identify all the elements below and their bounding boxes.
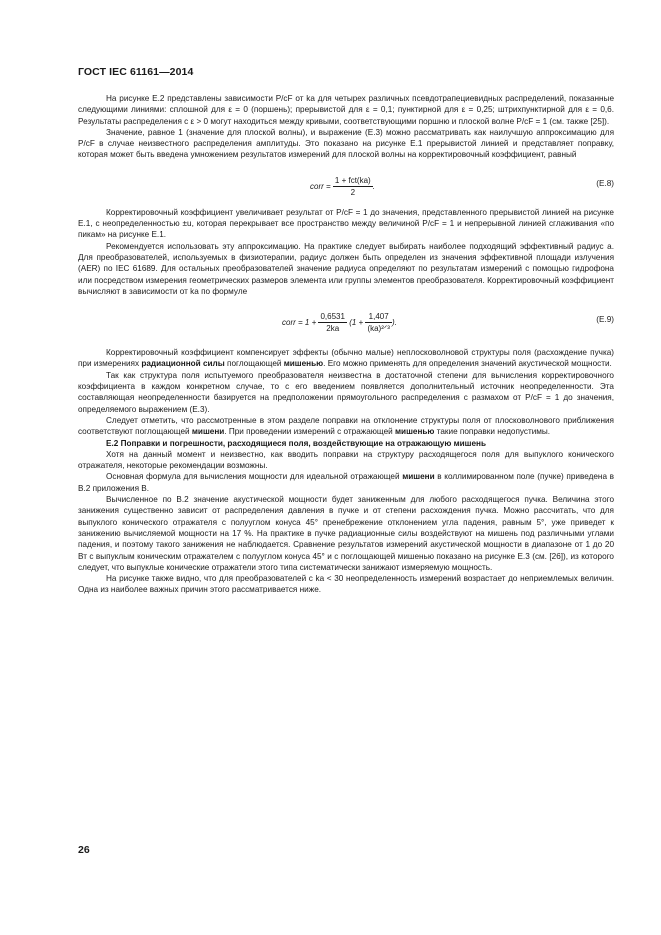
formula-expression <box>282 311 397 335</box>
formula-tail: . <box>372 181 375 191</box>
section-heading: Е.2 Поправки и погрешности, расходящиеся поля, воздействующие на отражающую мишень <box>106 438 487 448</box>
paragraph: Значение, равное 1 (значение для плоской волны), и выражение (Е.3) можно рассматривать как наилучшую аппроксимацию для P/cF в случае неизвестного распределения амплитуды. Это показано на рисунке Е.1 прерывистой линией и представляет поправку, которая может быть введена умножением результатов измерений для плоской волны на корректировочный коэффициент, равный <box>78 127 614 160</box>
formula-expression <box>310 175 375 199</box>
formula-number: (E.8) <box>596 178 614 188</box>
formula-number: (E.9) <box>596 315 614 325</box>
page-number: 26 <box>78 844 90 856</box>
fraction <box>318 311 346 335</box>
text-run: . Его можно применять для определения значений акустической мощности. <box>323 359 612 369</box>
formula-e8 <box>78 169 614 199</box>
paragraph: Вычисленное по В.2 значение акустической мощности будет заниженным для любого расходящегося пучка. Величина этого занижения существенно зависит от распределения давления в пучке и от степени расхождения пучка. Можно рассчитать, что для выпуклого конического отражателя с полууглом конуса 45° пренебрежение отклонением угла падения, равным 5°, уже приведет к занижению вычисляемой мощности на 17 %. На практике в пучке радиационные силы воздействуют на мишень под различными углами падения, и поэтому такого занижения не наблюдается. Сравнение результатов измерений акустической мощности в диапазоне от 1 до 20 Вт с выпуклым коническим отражателем с полууглом конуса 45° и с поглощающей мишенью показано на рисунке Е.3 (см. [26]), из которого следует, что выпуклые конические отражатели этого типа систематически занижают измеряемую мощность. <box>78 495 614 572</box>
paragraph: Так как структура поля испытуемого преобразователя неизвестна в достаточной степени для вычисления корректировочного коэффициента в каждом конкретном случае, то с его введением появляется дополнительный источник неопределенности. Эта составляющая неопределенности базируется на предположении прямоугольного распределения с размахом от P/cF = 1 до значения, определяемого выражением (Е.3). <box>78 370 614 414</box>
fraction-numerator: 0,6531 <box>318 311 346 323</box>
text-run-bold: мишени <box>402 472 435 482</box>
fraction-denominator: 2 <box>350 188 356 198</box>
text-run: в коллимированном поле (пучке) приведена в В.2 приложения В. <box>78 472 615 493</box>
document-body <box>78 93 614 596</box>
paragraph: Корректировочный коэффициент увеличивает результат от P/cF = 1 до значения, представленного прерывистой линией на рисунке Е.1, с неопределенностью ±u, которая перекрывает все пространство между величиной P/cF = 1 и непрерывной линией сглаживания «по пикам» на рисунке Е.1. <box>78 207 614 240</box>
formula-lhs: corr = 1 + <box>282 318 317 328</box>
paragraph: На рисунке также видно, что для преобразователей с ka < 30 неопределенность измерений возрастает до неприемлемых величин. Одна из наиболее важных причин этого рассматривается ниже. <box>78 574 614 595</box>
fraction-denominator: 2ka <box>326 324 340 334</box>
fraction-numerator: 1 + fct(ka) <box>333 175 373 187</box>
paragraph <box>78 471 614 494</box>
fraction <box>333 175 373 199</box>
text-run-bold: мишени <box>191 427 225 437</box>
formula-tail: ). <box>391 318 397 328</box>
document-header: ГОСТ IEC 61161—2014 <box>78 66 194 78</box>
text-run: Основная формула для вычисления мощности для идеальной отражающей <box>106 472 403 482</box>
paragraph: Хотя на данный момент и неизвестно, как вводить поправки на структуру расходящегося поля для выпуклого конического отражателя, некоторые рекомендации возможны. <box>78 449 614 471</box>
fraction <box>365 311 392 335</box>
paragraph <box>78 415 614 438</box>
paragraph: На рисунке Е.2 представлены зависимости P/cF от ka для четырех различных псевдотрапециевидных распределений, показанные следующими линиями: сплошной для ε = 0 (поршень); прерывистой для ε = 0,1; пунктирной для ε = 0,25; штрихпунктирной для ε = 0,6. Результаты распределения с ε > 0 могут находиться между кривыми, соответствующими поршню и плоской волне P/cF = 1 (см. также [25]). <box>78 94 614 126</box>
text-run-bold: мишенью <box>394 427 435 437</box>
text-run-bold: радиационной силы <box>141 359 225 369</box>
paragraph <box>78 347 614 370</box>
text-run: . При проведении измерений с отражающей <box>224 427 395 437</box>
text-run: Следует отметить, что рассмотренные в этом разделе поправки на отклонение структуры поля от плосковолнового приближения соответствуют поглощающей <box>78 415 614 437</box>
text-run: Корректировочный коэффициент компенсирует эффекты (обычно малые) неплосковолновой структуры поля (расхождение пучка) при измерениях <box>78 348 614 369</box>
formula-e9 <box>78 305 614 339</box>
text-run: такие поправки недопустимы. <box>434 427 551 437</box>
fraction-numerator: 1,407 <box>365 311 392 323</box>
text-run: поглощающей <box>224 359 284 369</box>
text-run-bold: мишенью <box>283 359 324 369</box>
formula-mid: (1 + <box>349 318 364 328</box>
fraction-denominator: (ka)²ᐟ³ <box>367 324 390 334</box>
formula-lhs: corr = <box>310 181 331 191</box>
paragraph: Рекомендуется использовать эту аппроксимацию. На практике следует выбирать наиболее подходящий эффективный радиус a. Для преобразователей, используемых в физиотерапии, радиус должен быть определен из значения эффективной площади излучения (AER) по IEC 61689. Для остальных преобразователей значение радиуса определяют по результатам измерений с помощью гидрофона или посредством измерения геометрических размеров элемента или группы элементов преобразователя. Корректировочный коэффициент вычисляют в зависимости от ka по формуле <box>78 241 614 296</box>
